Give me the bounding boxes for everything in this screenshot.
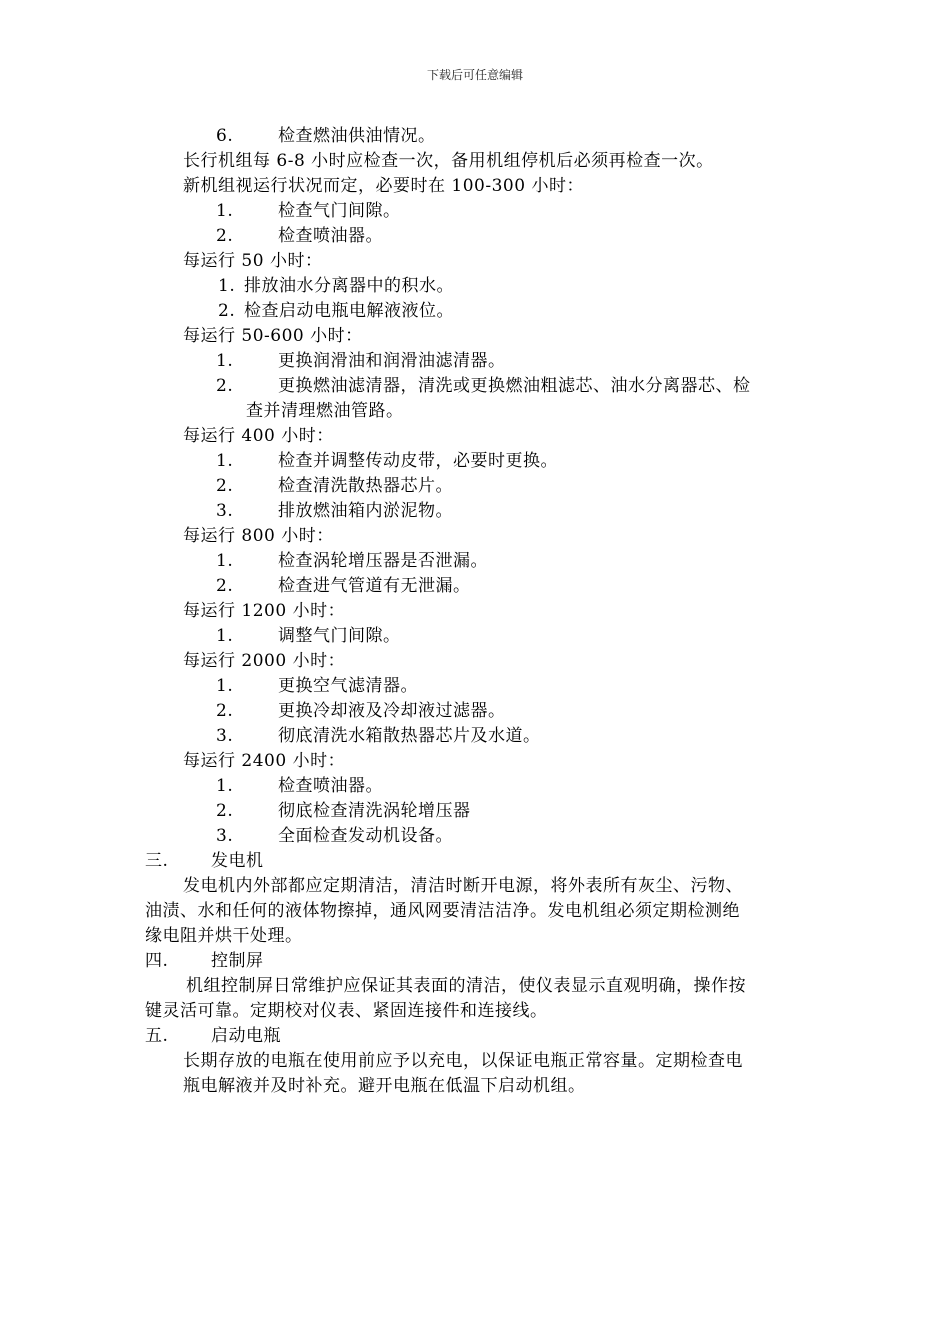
item-text: 检查启动电瓶电解液液位。 [244,301,454,321]
section-heading [145,1024,281,1049]
list-item [216,674,418,699]
list-item [216,349,506,374]
item-number: 2. [216,576,234,596]
item-text: 检查喷油器。 [278,226,383,246]
paragraph-line: 缘电阻并烘干处理。 [145,926,303,946]
interval-heading: 每运行 2400 小时： [183,751,346,771]
interval-heading: 每运行 2000 小时： [183,651,346,671]
paragraph-line: 发电机内外部都应定期清洁，清洁时断开电源，将外表所有灰尘、污物、 [183,876,743,896]
list-item [218,299,454,324]
item-text: 检查涡轮增压器是否泄漏。 [278,551,488,571]
paragraph-line: 键灵活可靠。定期校对仪表、紧固连接件和连接线。 [145,1001,548,1021]
item-text: 调整气门间隙。 [278,626,401,646]
list-item [216,799,471,824]
section-heading [145,949,264,974]
item-number: 2. [216,376,234,396]
section-title: 发电机 [211,851,264,871]
item-text: 排放燃油箱内淤泥物。 [278,501,453,521]
item-number: 3. [216,501,234,521]
item-number: 2. [218,301,236,321]
paragraph-line: 新机组视运行状况而定，必要时在 100-300 小时： [183,176,584,196]
item-number: 1. [216,201,234,221]
paragraph-line: 长期存放的电瓶在使用前应予以充电，以保证电瓶正常容量。定期检查电 [183,1051,743,1071]
item-text: 全面检查发动机设备。 [278,826,453,846]
list-item [216,699,506,724]
item-number: 2. [216,801,234,821]
page-header: 下载后可任意编辑 [426,68,523,82]
list-item [216,549,488,574]
item-text: 检查喷油器。 [278,776,383,796]
section-number: 三. [145,851,169,871]
item-text: 更换空气滤清器。 [278,676,418,696]
item-number: 1. [218,276,236,296]
section-number: 四. [145,951,169,971]
interval-heading: 每运行 800 小时： [183,526,334,546]
section-title: 启动电瓶 [211,1026,281,1046]
list-item [216,574,471,599]
paragraph-line: 油渍、水和任何的液体物擦掉，通风网要清洁洁净。发电机组必须定期检测绝 [145,901,740,921]
item-text: 彻底检查清洗涡轮增压器 [278,801,471,821]
item-number: 1. [216,776,234,796]
item-text: 排放油水分离器中的积水。 [244,276,454,296]
item-number: 2. [216,701,234,721]
item-number: 1. [216,351,234,371]
paragraph-line: 长行机组每 6-8 小时应检查一次，备用机组停机后必须再检查一次。 [183,151,714,171]
section-number: 五. [145,1026,169,1046]
list-item [216,499,453,524]
paragraph-line: 机组控制屏日常维护应保证其表面的清洁，使仪表显示直观明确，操作按 [186,976,746,996]
item-number: 1. [216,451,234,471]
list-item [216,774,383,799]
list-item [216,199,401,224]
paragraph-line: 瓶电解液并及时补充。避开电瓶在低温下启动机组。 [183,1076,586,1096]
list-item [216,624,401,649]
item-text: 检查气门间隙。 [278,201,401,221]
list-item [216,824,453,849]
item-number: 3. [216,726,234,746]
item-number: 3. [216,826,234,846]
item-number: 2. [216,226,234,246]
list-item [218,274,454,299]
item-number: 6. [216,126,234,146]
item-text: 更换燃油滤清器，清洗或更换燃油粗滤芯、油水分离器芯、检 [278,376,751,396]
item-number: 2. [216,476,234,496]
list-item [216,374,751,399]
item-number: 1. [216,626,234,646]
item-number: 1. [216,551,234,571]
item-text: 检查燃油供油情况。 [278,126,436,146]
item-text: 彻底清洗水箱散热器芯片及水道。 [278,726,541,746]
item-text: 检查并调整传动皮带，必要时更换。 [278,451,558,471]
item-text: 检查清洗散热器芯片。 [278,476,453,496]
section-title: 控制屏 [211,951,264,971]
interval-heading: 每运行 50 小时： [183,251,323,271]
list-item [216,724,541,749]
list-item [216,224,383,249]
list-item-continuation: 查并清理燃油管路。 [246,401,404,421]
item-text: 检查进气管道有无泄漏。 [278,576,471,596]
section-heading [145,849,264,874]
item-text: 更换润滑油和润滑油滤清器。 [278,351,506,371]
item-number: 1. [216,676,234,696]
interval-heading: 每运行 1200 小时： [183,601,346,621]
list-item [216,449,558,474]
interval-heading: 每运行 50-600 小时： [183,326,363,346]
item-text: 更换冷却液及冷却液过滤器。 [278,701,506,721]
interval-heading: 每运行 400 小时： [183,426,334,446]
list-item [216,474,453,499]
list-item [216,124,436,149]
